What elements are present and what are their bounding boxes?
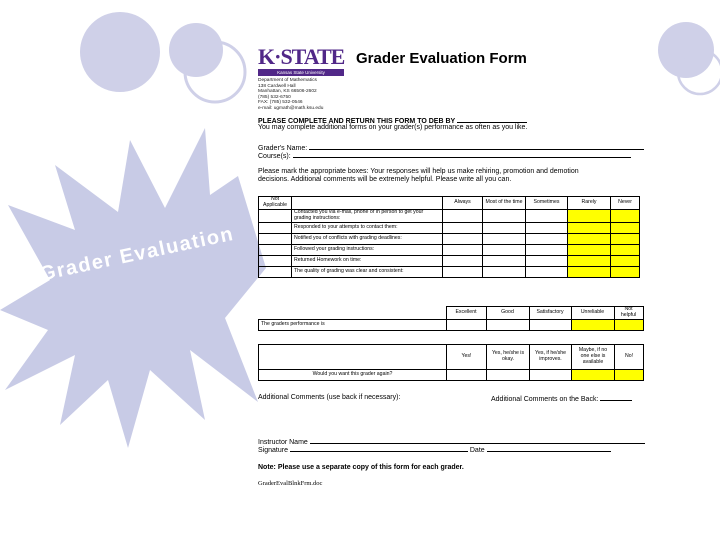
address-line: e-mail: ugmath@math.ksu.edu <box>258 105 324 111</box>
instructor-field <box>310 437 645 444</box>
row-label: Responded to your attempts to contact them: <box>292 222 443 233</box>
rating-cell[interactable] <box>568 222 611 233</box>
col-header: Good <box>486 307 529 320</box>
graders-name-field <box>309 143 644 150</box>
col-header: Satisfactory <box>529 307 571 320</box>
mark-instructions-1: Please mark the appropriate boxes: Your responses will help us make rehiring, promotion and demotion <box>258 168 579 175</box>
signature-label: Signature <box>258 447 288 454</box>
filename: GraderEvalBlnkFrm.doc <box>258 480 323 487</box>
instructor-label: Instructor Name <box>258 439 308 446</box>
col-header: No! <box>615 345 644 370</box>
address-line: Manhattan, KS 66506-2602 <box>258 89 317 95</box>
additional-forms-note: You may complete additional forms on your grader(s) performance as often as you like. <box>258 124 528 131</box>
starburst-arrow <box>0 128 266 448</box>
logo-subtitle: Kansas State University <box>258 69 344 76</box>
instruction-text: PLEASE COMPLETE AND RETURN THIS FORM TO DEB BY <box>258 118 456 125</box>
rating-cell[interactable] <box>611 209 640 222</box>
back-comments-field <box>600 394 632 401</box>
form-title: Grader Evaluation Form <box>356 50 527 67</box>
back-comments-label: Additional Comments on the Back: <box>491 396 599 403</box>
table-row <box>259 244 640 255</box>
rating-table-frequency <box>258 196 640 278</box>
mark-instructions-2: decisions. Additional comments will be extremely helpful. Please write all you can. <box>258 176 512 183</box>
address-line: 138 Cardwell Hall <box>258 83 296 89</box>
row-label: Contacted you via e-mail, phone or in person to get your grading instructions: <box>292 209 443 222</box>
department-address <box>258 78 323 112</box>
blank-header <box>292 197 443 210</box>
rating-cell[interactable] <box>568 266 611 277</box>
col-header: Always <box>443 197 483 210</box>
row-label: Returned Homework on time: <box>292 255 443 266</box>
blank-cell <box>259 345 447 370</box>
table-row <box>259 233 640 244</box>
col-header: Rarely <box>568 197 611 210</box>
courses-row <box>258 151 631 161</box>
rating-cell[interactable] <box>572 370 615 381</box>
rating-cell[interactable] <box>571 319 614 330</box>
row-label: The quality of grading was clear and consistent: <box>292 266 443 277</box>
col-header: Sometimes <box>526 197 568 210</box>
rating-cell[interactable] <box>611 244 640 255</box>
rating-table-performance <box>258 306 644 331</box>
courses-field <box>293 151 631 158</box>
table-row <box>259 266 640 277</box>
kstate-logo <box>258 46 344 76</box>
logo-wordmark: K·STATE <box>258 44 345 69</box>
address-line: (785) 532-6750 <box>258 94 291 100</box>
rating-cell[interactable] <box>614 319 643 330</box>
rating-cell[interactable] <box>568 244 611 255</box>
back-comments-row <box>491 394 632 404</box>
col-header: Never <box>611 197 640 210</box>
col-header: Not helpful <box>614 307 643 320</box>
table-row <box>259 370 644 381</box>
form-document <box>256 44 656 490</box>
burst-label: Grader Evaluation <box>38 222 237 286</box>
deadline-field <box>457 116 527 123</box>
col-header: Unreliable <box>571 307 614 320</box>
table-row <box>259 222 640 233</box>
na-header: Not Applicable <box>259 197 292 210</box>
row-label: Followed your grading instructions: <box>292 244 443 255</box>
rating-cell[interactable] <box>615 370 644 381</box>
rating-cell[interactable] <box>611 233 640 244</box>
address-line: Department of Mathematics <box>258 78 317 83</box>
table-row <box>259 319 644 330</box>
rating-table-rehire <box>258 344 644 381</box>
address-line: FAX: (785) 532-0546 <box>258 100 303 106</box>
graders-name-label: Grader's Name: <box>258 145 308 152</box>
rating-cell[interactable] <box>568 233 611 244</box>
col-header: Yes, he/she is okay. <box>487 345 530 370</box>
row-label: Would you want this grader again? <box>259 370 447 381</box>
rating-cell[interactable] <box>611 255 640 266</box>
date-field <box>487 445 611 452</box>
signature-row <box>258 445 611 455</box>
col-header: Maybe, if no one else is available <box>572 345 615 370</box>
table-row <box>259 255 640 266</box>
rating-cell[interactable] <box>568 209 611 222</box>
additional-comments-label: Additional Comments (use back if necessary): <box>258 394 401 401</box>
courses-label: Course(s): <box>258 153 291 160</box>
col-header: Excellent <box>446 307 486 320</box>
rating-cell[interactable] <box>611 266 640 277</box>
col-header: Yes, if he/she improves. <box>530 345 572 370</box>
col-header: Yes! <box>447 345 487 370</box>
signature-field <box>290 445 468 452</box>
row-label: The graders performance is <box>259 319 447 330</box>
date-label: Date <box>469 447 485 454</box>
col-header: Most of the time <box>483 197 526 210</box>
row-label: Notified you of conflicts with grading deadlines: <box>292 233 443 244</box>
deco-circle-large <box>80 12 160 92</box>
table-row <box>259 209 640 222</box>
note-line: Note: Please use a separate copy of this form for each grader. <box>258 464 464 471</box>
rating-cell[interactable] <box>611 222 640 233</box>
rating-cell[interactable] <box>568 255 611 266</box>
comments-row <box>258 394 400 402</box>
